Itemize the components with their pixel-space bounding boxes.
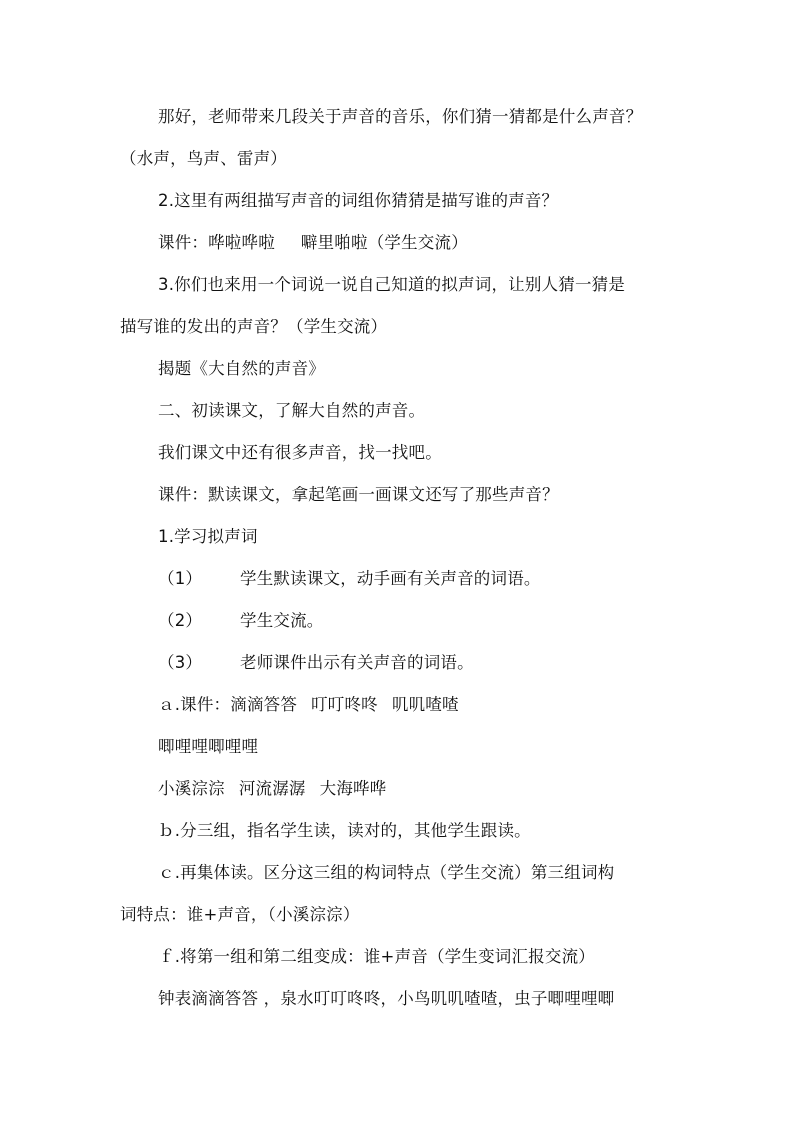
list-text: 老师课件出示有关声音的词语。 xyxy=(240,653,474,672)
word: 大海哗哗 xyxy=(319,779,387,798)
list-marker: （1） xyxy=(158,569,203,588)
list-text: 学生默读课文，动手画有关声音的词语。 xyxy=(240,569,541,588)
word: 叽叽喳喳 xyxy=(391,695,459,714)
paragraph-courseware-words xyxy=(158,694,459,716)
word: 河流潺潺 xyxy=(238,779,306,798)
text-line: （水声，鸟声、雷声） xyxy=(120,149,287,168)
list-marker: （2） xyxy=(158,611,203,630)
paragraph-step-b xyxy=(158,820,531,842)
text-line: 噼里啪啦（学生交流） xyxy=(300,233,468,252)
paragraph-courseware-2 xyxy=(158,484,559,506)
word: 叮叮咚咚 xyxy=(311,695,378,714)
paragraph-step-3 xyxy=(158,274,625,296)
paragraph-intro xyxy=(158,106,642,128)
list-marker: （3） xyxy=(158,653,203,672)
text-line: 课件：哗啦哗啦 xyxy=(158,233,275,252)
list-item-1 xyxy=(158,568,541,590)
text-line: 3.你们也来用一个词说一说自己知道的拟声词，让别人猜一猜是 xyxy=(158,275,626,294)
paragraph-step-3-cont xyxy=(120,316,387,338)
text-line: 那好，老师带来几段关于声音的音乐，你们猜一猜都是什么声音？ xyxy=(158,107,643,126)
paragraph-step-c xyxy=(158,862,614,884)
paragraph-find-sounds xyxy=(158,442,442,464)
list-item-2 xyxy=(158,610,324,632)
section-heading-2 xyxy=(158,400,425,422)
paragraph-word-group-3 xyxy=(158,778,386,800)
paragraph-word-insect xyxy=(158,736,258,758)
word: 唧哩哩唧哩哩 xyxy=(158,737,259,756)
text-line: 揭题《大自然的声音》 xyxy=(158,359,325,378)
paragraph-reveal-title xyxy=(158,358,325,380)
paragraph-step-2 xyxy=(158,190,558,212)
text-line: ｂ.分三组，指名学生读，读对的，其他学生跟读。 xyxy=(158,821,531,840)
text-line: 描写谁的发出的声音？（学生交流） xyxy=(120,317,388,336)
text-line: 我们课文中还有很多声音，找一找吧。 xyxy=(158,443,442,462)
text-line: ｃ.再集体读。区分这三组的构词特点（学生交流）第三组词构 xyxy=(158,863,615,882)
text-line: 词特点：谁+声音，（小溪淙淙） xyxy=(120,905,360,924)
paragraph-step-f xyxy=(158,946,595,968)
word: 滴滴答答 xyxy=(230,695,298,714)
text-line: 钟表滴滴答答 ，泉水叮叮咚咚，小鸟叽叽喳喳，虫子唧哩哩唧 xyxy=(158,989,615,1008)
text-line: ａ.课件： xyxy=(158,695,231,714)
paragraph-answer-sounds xyxy=(120,148,287,170)
paragraph-examples xyxy=(158,988,614,1010)
text-line: 2.这里有两组描写声音的词组你猜猜是描写谁的声音？ xyxy=(158,191,559,210)
list-text: 学生交流。 xyxy=(240,611,324,630)
text-line: 1.学习拟声词 xyxy=(158,527,258,546)
word: 小溪淙淙 xyxy=(158,779,225,798)
text-line: 课件：默读课文，拿起笔画一画课文还写了那些声音？ xyxy=(158,485,559,504)
text-line: 二、初读课文，了解大自然的声音。 xyxy=(158,401,426,420)
subheading-onomatopoeia xyxy=(158,526,258,548)
text-line: ｆ.将第一组和第二组变成：谁+声音（学生变词汇报交流） xyxy=(158,947,595,966)
paragraph-step-c-cont xyxy=(120,904,360,926)
list-item-3 xyxy=(158,652,474,674)
paragraph-courseware-1 xyxy=(158,232,468,254)
